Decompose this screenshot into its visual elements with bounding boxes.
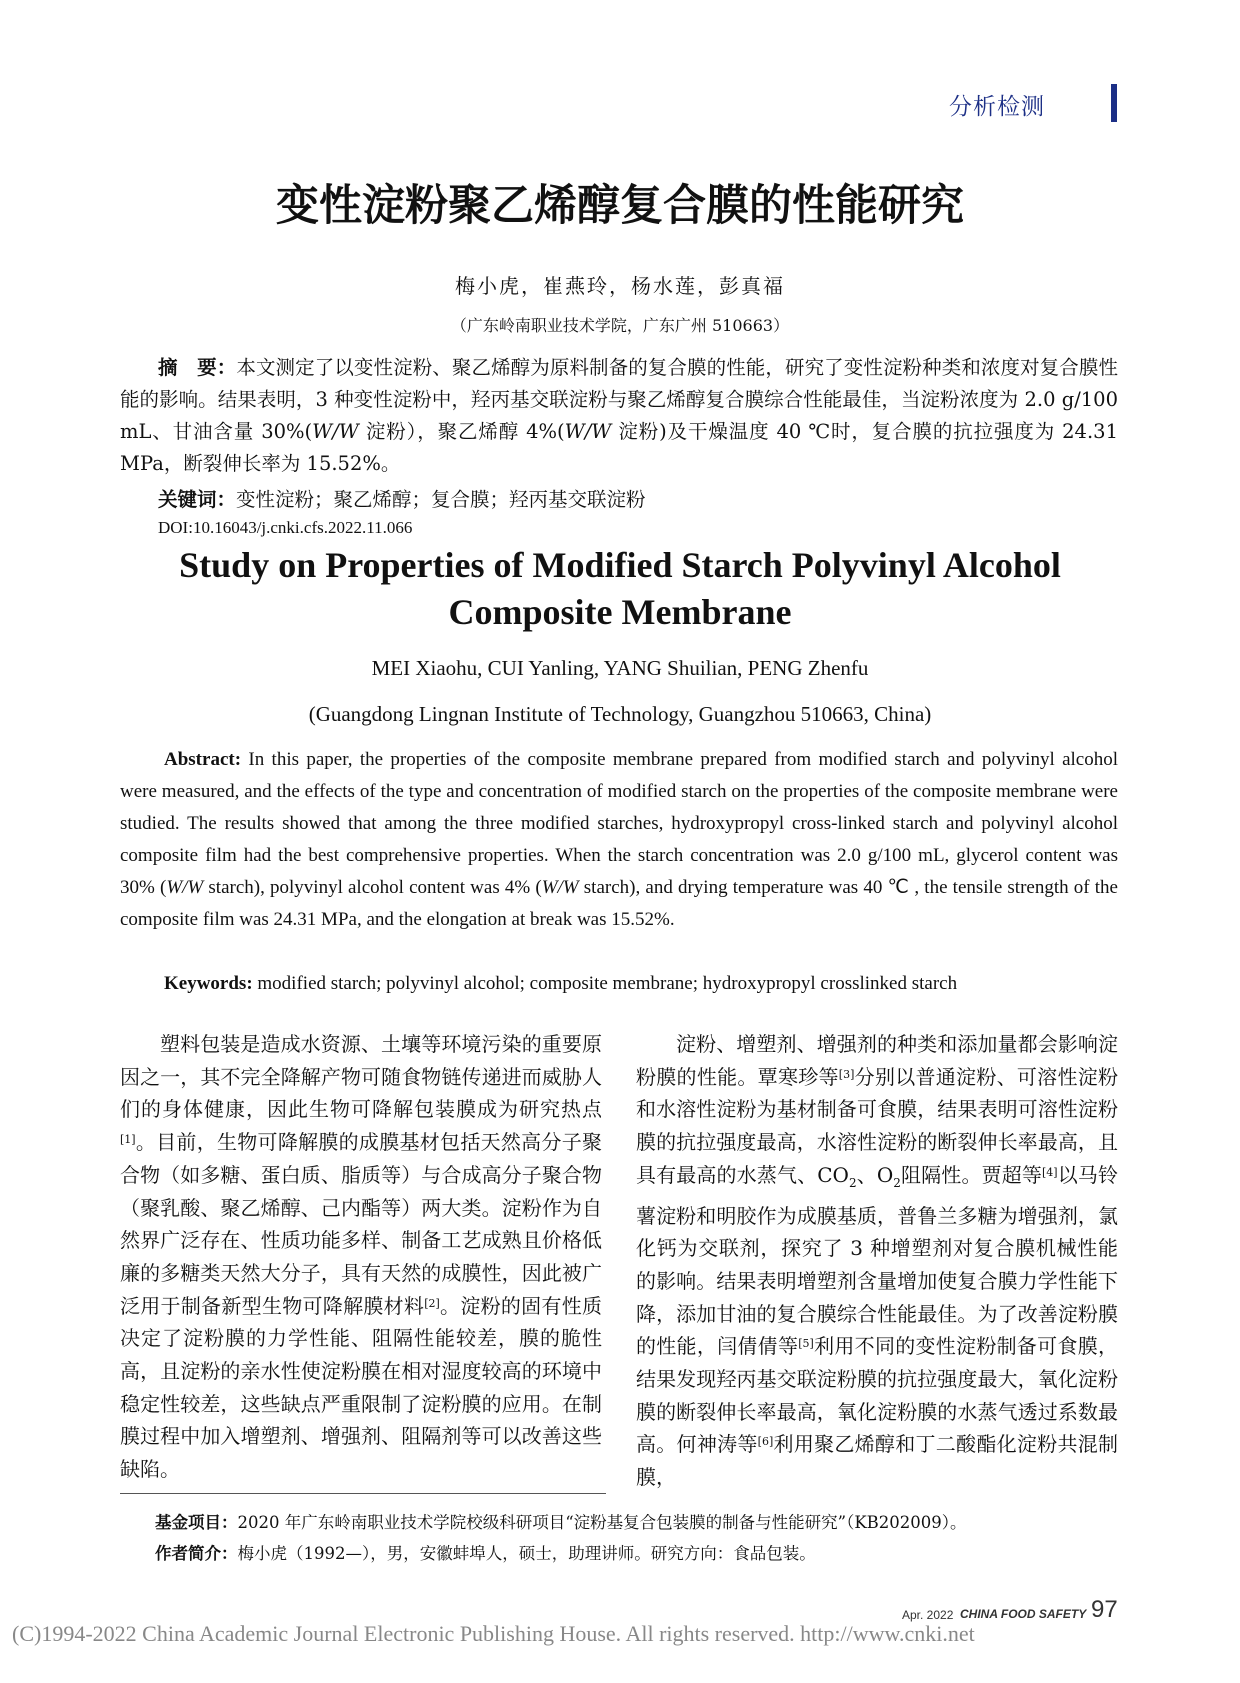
title-chinese: 变性淀粉聚乙烯醇复合膜的性能研究	[276, 181, 964, 231]
doi: DOI:10.16043/j.cnki.cfs.2022.11.066	[158, 518, 413, 537]
affiliation-english: (Guangdong Lingnan Institute of Technology, Guangzhou 510663, China)	[308, 702, 932, 726]
title-english: Study on Properties of Modified Starch Polyvinyl Alcohol Composite Membrane	[179, 545, 1061, 632]
body-column-right: 淀粉、增塑剂、增强剂的种类和添加量都会影响淀粉膜的性能。覃寒珍等[3]分别以普通淀粉、可溶性淀粉和水溶性淀粉为基材制备可食膜，结果表明可溶性淀粉膜的抗拉强度最高，水溶性淀粉的断裂伸长率最高，且具有最高的水蒸气、$CO_2$、$O_2$阻隔性。贾超等[4]以马铃薯淀粉和明胶作为成膜基质，普鲁兰多糖为增强剂，氯化钙为交联剂，探究了 3 种增塑剂对复合膜机械性能的影响。结果表明增塑剂含量增加使复合膜力学性能下降，添加甘油的复合膜综合性能最佳。为了改善淀粉膜的性能，闫倩倩等[5]利用不同的变性淀粉制备可食膜，结果发现羟丙基交联淀粉膜的抗拉强度最大，氧化淀粉膜的断裂伸长率最高，氧化淀粉膜的水蒸气透过系数最高。何神涛等[6]利用聚乙烯醇和丁二酸酯化淀粉共混制膜，	[636, 1032, 1119, 1490]
section-bar	[1111, 84, 1117, 122]
authors-english: MEI Xiaohu, CUI Yanling, YANG Shuilian, PENG Zhenfu	[371, 656, 869, 680]
authors-chinese: 梅小虎，崔燕玲，杨水莲，彭真福	[455, 274, 785, 298]
keywords-chinese: 关键词：变性淀粉；聚乙烯醇；复合膜；羟丙基交联淀粉	[158, 488, 646, 511]
section-label: 分析检测	[949, 94, 1045, 120]
keywords-english: Keywords: modified starch; polyvinyl alcohol; composite membrane; hydroxypropyl crosslinked starch	[164, 973, 958, 994]
citation-ref: [2]	[424, 1296, 440, 1310]
abstract-chinese-label: 摘 要：	[158, 356, 237, 379]
footnote-funding: 基金项目：2020 年广东岭南职业技术学院校级科研项目“淀粉基复合包装膜的制备与性能研究”（KB202009）。	[155, 1513, 967, 1532]
journal-name: CHINA FOOD SAFETY	[960, 1607, 1087, 1621]
citation-ref: [1]	[120, 1133, 136, 1147]
copyright-notice: (C)1994-2022 China Academic Journal Electronic Publishing House. All rights reserved. http://www.cnki.net	[12, 1621, 975, 1646]
footnote-divider	[120, 1493, 606, 1494]
keywords-chinese-label: 关键词：	[158, 488, 237, 511]
footnote-author-bio: 作者简介：梅小虎（1992—），男，安徽蚌埠人，硕士，助理讲师。研究方向：食品包装。	[155, 1544, 816, 1563]
affiliation-chinese: （广东岭南职业技术学院，广东广州 510663）	[450, 316, 790, 335]
citation-ref: [4]	[1042, 1165, 1058, 1179]
citation-ref: [5]	[798, 1337, 814, 1351]
citation-ref: [6]	[757, 1435, 774, 1449]
body-column-left: 塑料包装是造成水资源、土壤等环境污染的重要原因之一，其不完全降解产物可随食物链传递进而威胁人们的身体健康，因此生物可降解包装膜成为研究热点[1]。目前，生物可降解膜的成膜基材包括天然高分子聚合物（如多糖、蛋白质、脂质等）与合成高分子聚合物（聚乳酸、聚乙烯醇、己内酯等）两大类。淀粉作为自然界广泛存在、性质功能多样、制备工艺成熟且价格低廉的多糖类天然大分子，具有天然的成膜性，因此被广泛用于制备新型生物可降解膜材料[2]。淀粉的固有性质决定了淀粉膜的力学性能、阻隔性能较差，膜的脆性高，且淀粉的亲水性使淀粉膜在相对湿度较高的环境中稳定性较差，这些缺点严重限制了淀粉膜的应用。在制膜过程中加入增塑剂、增强剂、阻隔剂等可以改善这些缺陷。	[120, 1032, 603, 1482]
page-number: 97	[1091, 1596, 1118, 1623]
abstract-chinese: 摘 要：本文测定了以变性淀粉、聚乙烯醇为原料制备的复合膜的性能，研究了变性淀粉种类和浓度对复合膜性能的影响。结果表明，3 种变性淀粉中，羟丙基交联淀粉与聚乙烯醇复合膜综合性能最佳，当淀粉浓度为 2.0 g/100 mL、甘油含量 30%(W/W 淀粉），聚乙烯醇 4%(W/W 淀粉)及干燥温度 40 ℃时，复合膜的抗拉强度为 24.31 MPa，断裂伸长率为 15.52%。	[120, 356, 1118, 475]
keywords-english-label: Keywords:	[164, 973, 253, 994]
citation-ref: [3]	[838, 1067, 855, 1081]
journal-date: Apr. 2022	[902, 1608, 954, 1622]
abstract-english: Abstract: In this paper, the properties of the composite membrane prepared from modified starch and polyvinyl alcohol were measured, and the effects of the type and concentration of modified starch on the properties of the composite membrane were studied. The results showed that among the three modified starches, hydroxypropyl cross-linked starch and polyvinyl alcohol composite film had the best comprehensive properties. When the starch concentration was 2.0 g/100 mL, glycerol content was 30% (W/W starch), polyvinyl alcohol content was 4% (W/W starch), and drying temperature was 40 ℃ , the tensile strength of the composite film was 24.31 MPa, and the elongation at break was 15.52%.	[120, 749, 1118, 930]
abstract-english-label: Abstract:	[164, 749, 242, 770]
